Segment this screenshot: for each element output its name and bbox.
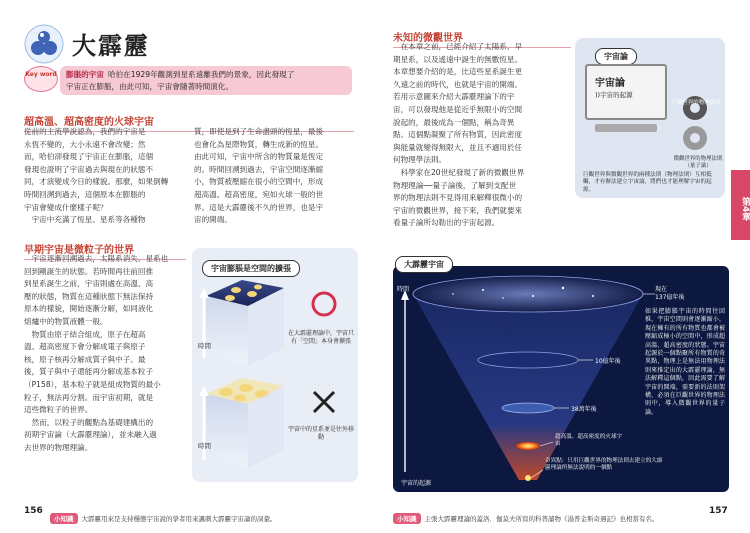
text-line: 時間回溯到過去，這個原本在膨脹的 xyxy=(24,189,146,199)
text-line: 從前的主流學說認為，我們的宇宙是 xyxy=(24,127,146,136)
keyword-badge: Key word xyxy=(24,66,58,92)
figure-tag: 宇宙論 xyxy=(595,48,637,65)
text-line: 永恆不變的，大小永遠不會改變；然 xyxy=(24,139,146,149)
diagram-note-wrong: 宇宙中的星系並是往外移動 xyxy=(288,426,355,441)
keyboard-icon xyxy=(595,124,657,132)
now-label: 現在 xyxy=(655,286,668,293)
text-line: 回到剛誕生的狀態。若時間再往前回推 xyxy=(24,266,154,276)
text-line: 熔爐中的物質液體一般。 xyxy=(24,316,108,326)
cone-tag: 大霹靂宇宙 xyxy=(395,256,453,273)
text-line: 超高溫、超高密度，宛如火球一般的世 xyxy=(194,189,324,199)
text-line: 宇宙會變成什麼樣子呢？ xyxy=(24,202,108,212)
footer-tip xyxy=(50,506,277,525)
figure-tag-wrap xyxy=(595,44,637,65)
text-line: 物質由原子結合組成，原子在超高 xyxy=(24,329,146,339)
text-line: 宇宙中充滿了恆星、星系等各種物 xyxy=(24,215,146,225)
text-line: 說起的，最後成為一個點，稱為奇異 xyxy=(393,117,515,127)
right-page xyxy=(375,0,750,533)
text-line: 宙的開端。 xyxy=(194,215,232,225)
text-line: 點。這個點凝聚了所有物質，因此密度 xyxy=(393,130,523,140)
keyword-text-line2: 宇宙正在膨脹，由此可知，宇宙會隨著時間演化。 xyxy=(66,82,234,91)
text-line: 小，物質被壓縮在很小的空間中，形成 xyxy=(194,177,324,187)
text-line: 這些微粒子的世界。 xyxy=(24,405,93,415)
cosmology-figure xyxy=(575,38,725,198)
text-line: 溫、超高密度下會分解成電子與原子 xyxy=(24,342,146,352)
tip-badge: 小知識 xyxy=(50,513,78,524)
text-line: 粒子，無法再分割。而宇宙初期，就是 xyxy=(24,392,154,402)
section-title: 早期宇宙是微粒子的世界 xyxy=(24,245,134,256)
text-line: 初期宇宙論（大霹靂理論），並未融入過 xyxy=(24,430,157,440)
tip-badge: 小知識 xyxy=(393,513,421,524)
keyword-term: 膨脹的宇宙 xyxy=(66,70,104,79)
monitor-screen xyxy=(585,64,667,120)
callout-macro: 巨觀世界的物理法則 xyxy=(671,100,721,106)
text-line: 而，哈伯卻發現了宇宙正在膨脹，這個 xyxy=(24,152,154,162)
text-line: 科學家在20世紀發現了新的微觀世界 xyxy=(393,167,525,177)
screen-subtitle: ))宇宙的起源 xyxy=(595,91,633,99)
planet-logo-icon xyxy=(24,24,64,64)
text-line: 的。時間回溯到過去，宇宙空間逐漸縮 xyxy=(194,164,324,174)
text-line: 在本章之前，已經介紹了太陽系、早 xyxy=(393,42,523,51)
cone-label-fireball: 超高溫、超高密度的火球宇宙 xyxy=(555,434,623,447)
page-number: 156 xyxy=(24,506,43,516)
cone-origin-label: 宇宙的起源 xyxy=(401,480,432,487)
text-line: 界的物理法則不見得用來解釋很微小的 xyxy=(393,193,523,203)
text-line: 久遠之前的時代，也就是宇宙的開端。 xyxy=(393,79,523,89)
cone-explanation: 如果把膨脹宇宙的時間往回推，宇宙空間則會逐漸縮小，現在擁有的所有物質也都會被壓縮成極小的空間中，形成超高溫、超高密度的狀態。宇宙起源於一個點聚所有物質的奇異點，物理上是無法用物理法則來推定出的大霹靂理論，無法解釋這個點，因此需要了解宇宙的開端，需要新的法則架構，必須在巨觀世界的物理法則中，導入微觀世界的量子論。 xyxy=(645,308,725,416)
text-line: 原本的樣貌，開始逐漸分解，如同液化 xyxy=(24,304,154,314)
section-body-particles xyxy=(24,253,186,455)
bigbang-figure xyxy=(393,266,729,492)
text-line: （P158），基本粒子就是組成物質的最小 xyxy=(24,379,161,389)
tip-text: 大霹靂用來是支持穩態宇宙說的學者用來諷刺大霹靂宇宙論的詞彙。 xyxy=(81,515,277,523)
text-line: 何物理學法則。 xyxy=(393,155,447,165)
text-line: 物理理論──量子論後，了解到支配世 xyxy=(393,180,517,190)
keyword-banner xyxy=(60,66,352,95)
correct-mark-icon xyxy=(313,293,335,315)
figure-caption: 巨觀世界與微觀世界的兩種法則（物理法則）互相抵觸，才有辦法建立宇宙論，將們也才能理解宇宙的起源。 xyxy=(583,172,712,193)
diagram-note-correct: 在大霹靂理論中，宇宙只有「空間」本身會擴張 xyxy=(288,330,355,345)
text-line: 宇宙逐漸回溯過去，太陽系消失、星系也 xyxy=(24,254,169,263)
text-line: 到星系誕生之前，宇宙則處在高溫、高 xyxy=(24,279,154,289)
text-line: 界。這是大霹靂後不久的世界，也是宇 xyxy=(194,202,324,212)
keyword-text-line1: 哈伯在1929年觀測到星系遠離我們的景象，因此發現了 xyxy=(107,70,295,79)
cone-label-1b: 10億年後 xyxy=(595,358,621,365)
section-body-micro xyxy=(393,41,571,230)
text-line: 也會化為星際物質，轉生成新的恆星。 xyxy=(194,139,324,149)
chapter-tab[interactable]: 第4章 xyxy=(731,170,750,240)
text-line: 同，才演變成今日的樣貌。那麼，如果倒轉 xyxy=(24,177,169,187)
text-line: 若用示意圖來介紹大霹靂理論下的宇 xyxy=(393,92,515,102)
section-title: 超高溫、超高密度的火球宇宙 xyxy=(24,117,154,128)
time-axis-label-bottom: 時間 xyxy=(198,442,211,450)
text-line: 由此可知，宇宙中所含的物質量是恆定 xyxy=(194,152,324,162)
text-line: 核，原子核再分解成質子與中子。最 xyxy=(24,354,146,364)
footer-tip xyxy=(393,506,659,525)
section-body-col1 xyxy=(24,126,184,227)
screen-title: 宇宙論 xyxy=(595,78,625,89)
text-line: 然而，以粒子的觀點為基礎建構出的 xyxy=(24,417,154,427)
text-line: 與能量就變得無限大，並且不適用於任 xyxy=(393,142,523,152)
text-line: 期星系，以及遙遠中誕生的無數恆星。 xyxy=(393,54,523,64)
text-line: 後，質子與中子還能再分解成基本粒子 xyxy=(24,367,154,377)
cone-label-380k: 38萬年後 xyxy=(571,406,597,413)
callout-micro: 微觀世界的物理法則（量子論） xyxy=(673,156,723,169)
page-title: 大霹靂 xyxy=(72,32,150,60)
text-line: 去世界的物理理論。 xyxy=(24,442,93,452)
text-line: 本章想要介紹的是，比這些星系誕生更 xyxy=(393,67,523,77)
text-line: 質，即使是到了生命盡頭的恆星，最後 xyxy=(194,127,324,136)
text-line: 看量子論所勾勒出的宇宙起源。 xyxy=(393,218,500,228)
time-axis-label-top: 時間 xyxy=(198,342,211,350)
expansion-diagram xyxy=(192,248,358,482)
text-line: 宙，可以發現他是從近乎無限小的空間 xyxy=(393,104,523,114)
now-sub-label: 137億年後 xyxy=(655,294,685,301)
section-title: 未知的微觀世界 xyxy=(393,33,463,44)
cone-label-singularity: 奇異點：只用巨觀世界的物理法則去建立的大霹靂理論所無法說明的一個點 xyxy=(545,458,663,471)
section-body-col2 xyxy=(194,126,354,227)
cone-now-label xyxy=(655,286,684,302)
tip-text: 主張大霹靂理論的蓋洛．伽莫夫所寫的科普讀物《湯普金斯奇遇記》也相當有名。 xyxy=(424,515,659,523)
page-number: 157 xyxy=(709,506,728,516)
expansion-cubes-illustration xyxy=(196,274,356,478)
singularity-point xyxy=(525,475,531,481)
text-line: 宇宙的微觀世界，接下來，我們就要來 xyxy=(393,205,523,215)
diagram-title: 宇宙膨脹是空間的擴張 xyxy=(202,260,300,277)
text-line: 壓的狀態，物質在這種狀態下無法保持 xyxy=(24,291,154,301)
text-line: 發現也證明了宇宙過去與現在的狀態不 xyxy=(24,164,154,174)
cone-time-label: 時間 xyxy=(397,286,410,293)
